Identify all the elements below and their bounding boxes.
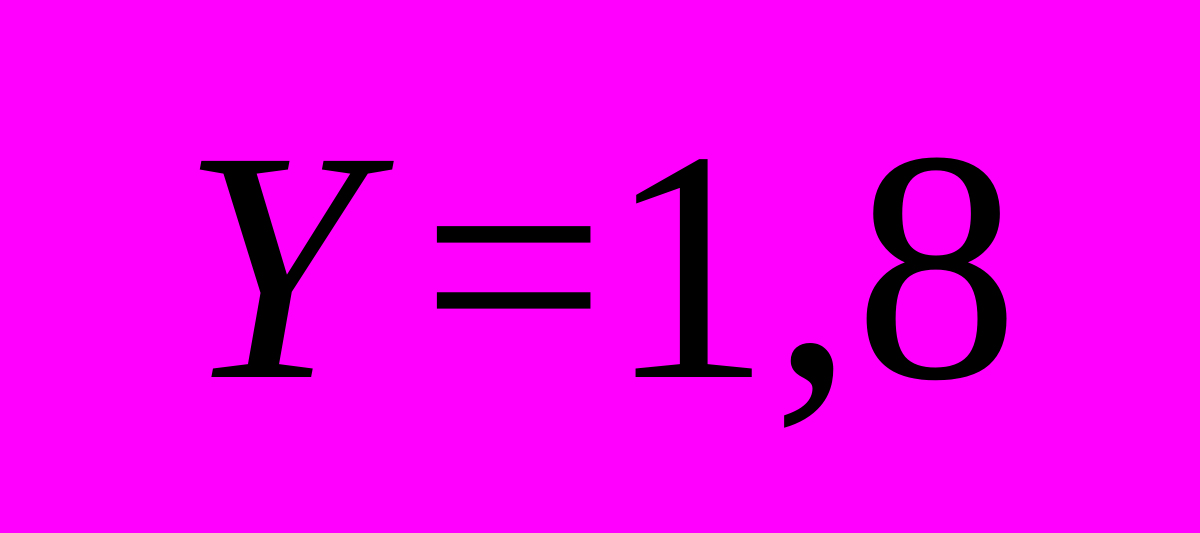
equation-value: 1,8 <box>606 83 1020 449</box>
equation-variable: Y <box>180 83 365 449</box>
equation-operator: = <box>420 83 607 449</box>
